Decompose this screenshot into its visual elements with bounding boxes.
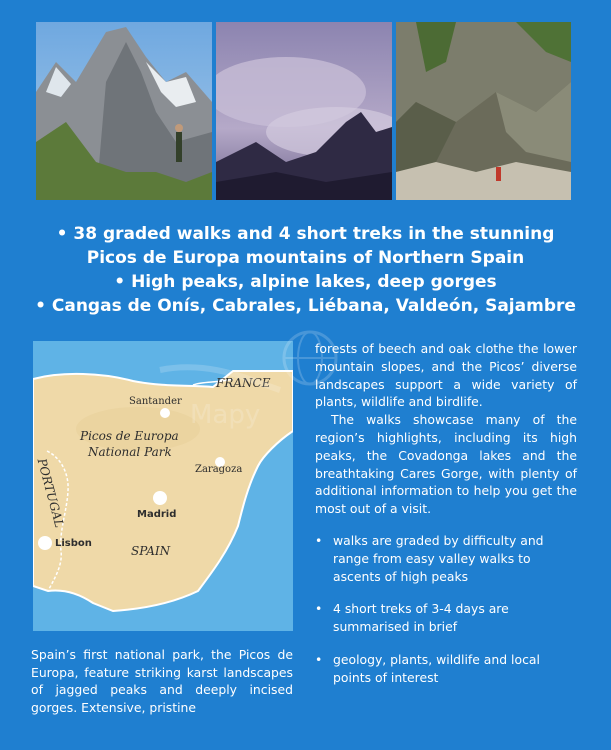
bullet-line-4: • Cangas de Onís, Cabrales, Liébana, Valdeón, Sajambre bbox=[35, 296, 576, 316]
intro-text bbox=[31, 646, 293, 716]
list-item: • 4 short treks of 3-4 days are summarised in brief bbox=[315, 600, 577, 636]
description-column bbox=[315, 340, 577, 702]
photo-misty-peaks bbox=[216, 22, 392, 200]
label-lisbon: Lisbon bbox=[55, 538, 92, 549]
label-france: FRANCE bbox=[216, 376, 271, 390]
iberia-land bbox=[33, 371, 293, 611]
description-paragraph-1: forests of beech and oak clothe the lower mountain slopes, and the Picos’ diverse landscapes support a wide variety of plants, wildlife and birdlife. bbox=[315, 341, 577, 410]
label-madrid: Madrid bbox=[137, 509, 177, 520]
label-zaragoza: Zaragoza bbox=[195, 464, 243, 475]
bullet-line-1: • 38 graded walks and 4 short treks in the stunning bbox=[56, 224, 555, 244]
photo-gorge-path bbox=[396, 22, 571, 200]
label-santander: Santander bbox=[129, 396, 182, 407]
photo-strip bbox=[0, 0, 611, 218]
list-item: • walks are graded by difficulty and range from easy valley walks to ascents of high peaks bbox=[315, 532, 577, 585]
lisbon-dot bbox=[38, 536, 52, 550]
iberia-map bbox=[33, 341, 293, 631]
label-portugal: PORTUGAL bbox=[34, 456, 67, 530]
label-park-line1: Picos de Europa bbox=[80, 429, 179, 443]
list-item: • geology, plants, wildlife and local points of interest bbox=[315, 651, 577, 687]
label-spain: SPAIN bbox=[131, 544, 171, 558]
intro-paragraph: Spain’s first national park, the Picos de Europa, feature striking karst landscapes of jagged peaks and deeply incised gorges. Extensive, pristine bbox=[31, 647, 293, 715]
madrid-dot bbox=[153, 491, 167, 505]
feature-list bbox=[315, 532, 577, 687]
bullet-line-2: Picos de Europa mountains of Northern Spain bbox=[86, 248, 525, 268]
label-park-line2: National Park bbox=[88, 445, 172, 459]
description-paragraph-2: The walks showcase many of the region’s highlights, including its high peaks, the Covadonga lakes and the breathtaking Cares Gorge, with plenty of additional information to help you get the most out of a visit. bbox=[315, 412, 577, 517]
bullet-line-3: • High peaks, alpine lakes, deep gorges bbox=[114, 272, 497, 292]
santander-dot bbox=[160, 408, 170, 418]
headline-bullets bbox=[0, 222, 611, 318]
photo-mountain-hiker bbox=[36, 22, 212, 200]
